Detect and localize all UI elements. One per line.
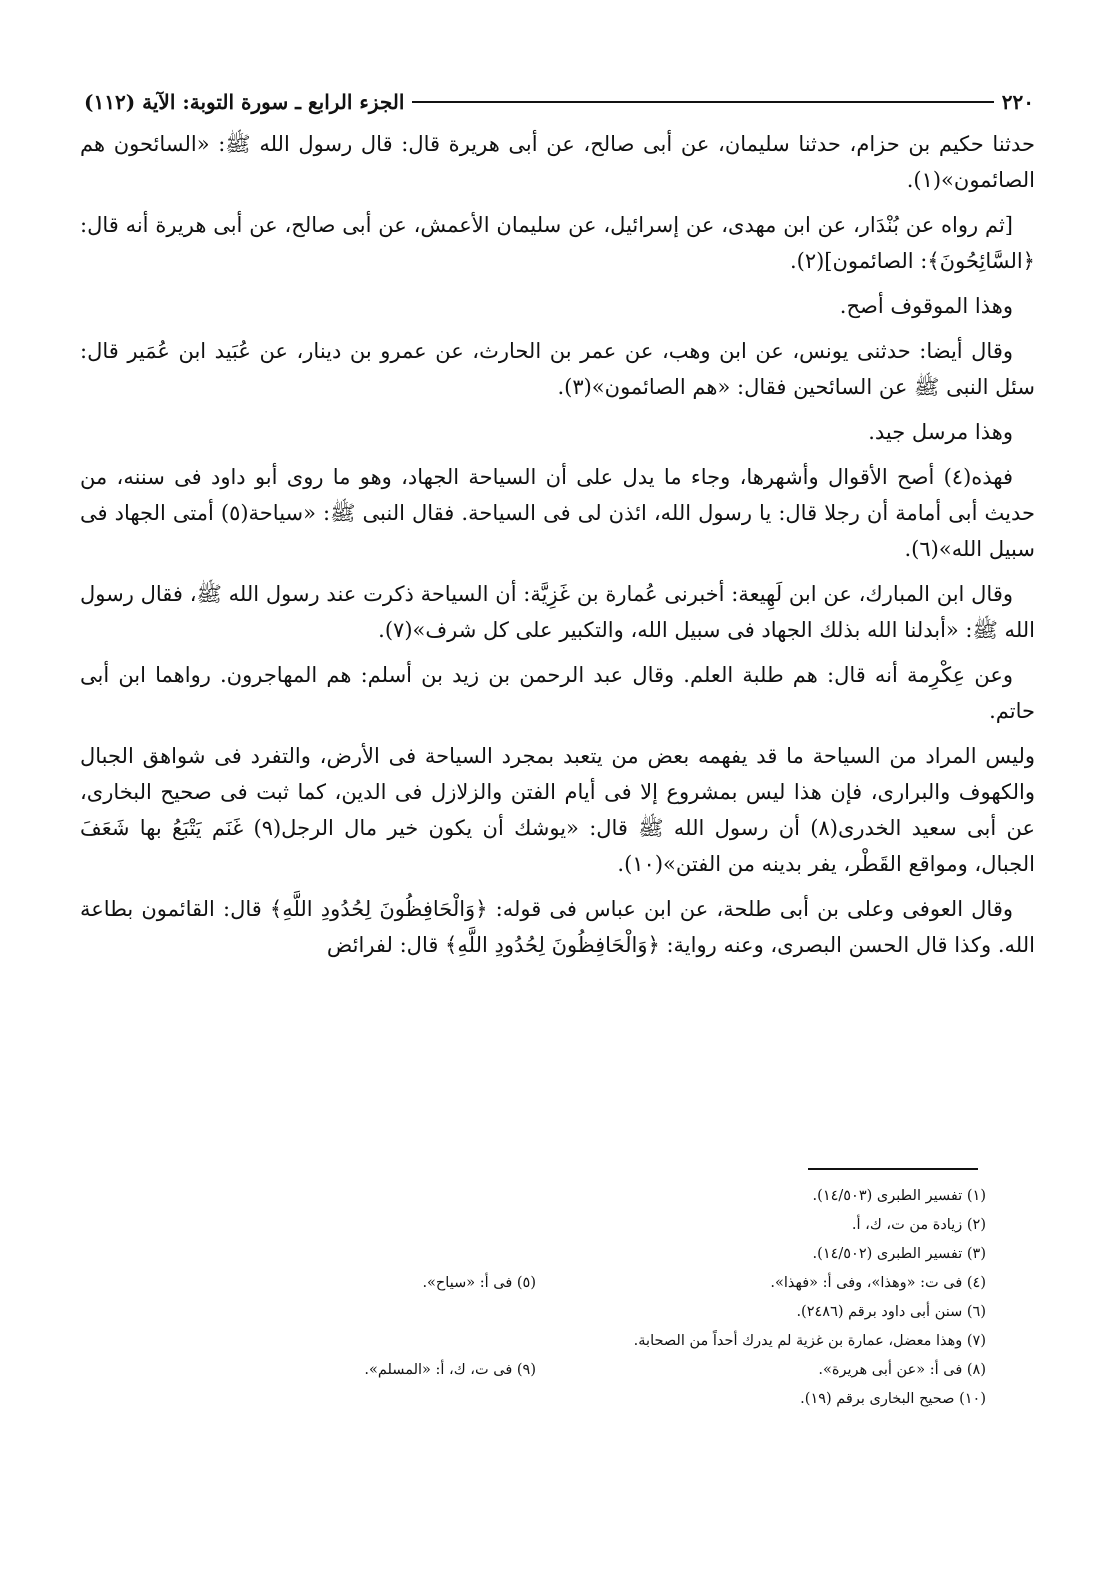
running-header — [84, 84, 1034, 120]
paragraph: وقال ابن المبارك، عن ابن لَهِيعة: أخبرنى عُمارة بن غَزِيَّة: أن السياحة ذكرت عند رسول الله ﷺ، فقال رسول الله ﷺ: «أبدلنا الله بذلك الجهاد فى سبيل الله، والتكبير على كل شرف»(٧). — [80, 582, 1035, 642]
footnote-line — [280, 1269, 986, 1298]
footnote-10: (١٠) صحيح البخارى برقم (١٩). — [800, 1391, 986, 1407]
footnote-2: (٢) زيادة من ت، ك، أ. — [851, 1217, 986, 1233]
footnote-line — [280, 1327, 986, 1356]
footnote-separator — [808, 1168, 978, 1170]
paragraph: وعن عِكْرِمة أنه قال: هم طلبة العلم. وقال عبد الرحمن بن زيد بن أسلم: هم المهاجرون. رواهما ابن أبى حاتم. — [80, 663, 1035, 723]
paragraph: حدثنا حكيم بن حزام، حدثنا سليمان، عن أبى صالح، عن أبى هريرة قال: قال رسول الله ﷺ: «السائحون هم الصائمون»(١). — [80, 132, 1035, 192]
footnote-line — [280, 1182, 986, 1211]
footnote-1: (١) تفسير الطبرى (١٤/٥٠٣). — [812, 1188, 986, 1204]
footnote-3: (٣) تفسير الطبرى (١٤/٥٠٢). — [812, 1246, 986, 1262]
page-number: ٢٢٠ — [1001, 90, 1034, 114]
paragraph: وقال أيضا: حدثنى يونس، عن ابن وهب، عن عمر بن الحارث، عن عمرو بن دينار، عن عُبَيد ابن عُمَير قال: سئل النبى ﷺ عن السائحين فقال: «هم الصائمون»(٣). — [80, 339, 1035, 399]
footnote-7: (٧) وهذا معضل، عمارة بن غزية لم يدرك أحداً من الصحابة. — [633, 1333, 986, 1349]
running-title: الجزء الرابع ـ سورة التوبة: الآية (١١٢) — [84, 90, 405, 114]
paragraph: [ثم رواه عن بُنْدَار، عن ابن مهدى، عن إسرائيل، عن سليمان الأعمش، عن أبى صالح، عن أبى هريرة أنه قال: ﴿السَّائِحُونَ﴾: الصائمون](٢). — [80, 213, 1035, 273]
footnote-line — [280, 1385, 986, 1414]
footnote-line — [280, 1356, 986, 1385]
footnotes — [280, 1182, 986, 1414]
footnote-line — [280, 1211, 986, 1240]
footnote-line — [280, 1298, 986, 1327]
paragraph: فهذه(٤) أصح الأقوال وأشهرها، وجاء ما يدل على أن السياحة الجهاد، وهو ما روى أبو داود فى سننه، من حديث أبى أمامة أن رجلا قال: يا رسول الله، ائذن لى فى السياحة. فقال النبى ﷺ: «سياحة(٥) أمتى الجهاد فى سبيل الله»(٦). — [80, 465, 1035, 561]
footnote-8: (٨) فى أ: «عن أبى هريرة». — [818, 1362, 986, 1378]
footnote-6: (٦) سنن أبى داود برقم (٢٤٨٦). — [796, 1304, 986, 1320]
footnote-line — [280, 1240, 986, 1269]
paragraph: وهذا مرسل جيد. — [868, 420, 1013, 444]
paragraph: وهذا الموقوف أصح. — [839, 294, 1013, 318]
main-text — [80, 126, 1035, 972]
footnote-4: (٤) فى ت: «وهذا»، وفى أ: «فهذا». — [770, 1275, 986, 1291]
header-rule — [412, 101, 993, 103]
footnote-5: (٥) فى أ: «سياح». — [422, 1275, 536, 1291]
paragraph: وليس المراد من السياحة ما قد يفهمه بعض من يتعبد بمجرد السياحة فى الأرض، والتفرد فى شواهق الجبال والكهوف والبرارى، فإن هذا ليس بمشروع إلا فى أيام الفتن والزلازل فى الدين، كما ثبت فى صحيح البخارى، عن أبى سعيد الخدرى(٨) أن رسول الله ﷺ قال: «يوشك أن يكون خير مال الرجل(٩) غَنَم يَتْبَعُ بها شَعَفَ الجبال، ومواقع القَطْر، يفر بدينه من الفتن»(١٠). — [80, 744, 1035, 876]
footnote-9: (٩) فى ت، ك، أ: «المسلم». — [364, 1362, 536, 1378]
paragraph: وقال العوفى وعلى بن أبى طلحة، عن ابن عباس فى قوله: ﴿وَالْحَافِظُونَ لِحُدُودِ اللَّهِ﴾ قال: القائمون بطاعة الله. وكذا قال الحسن البصرى، وعنه رواية: ﴿وَالْحَافِظُونَ لِحُدُودِ اللَّهِ﴾ قال: لفرائض — [80, 897, 1035, 957]
